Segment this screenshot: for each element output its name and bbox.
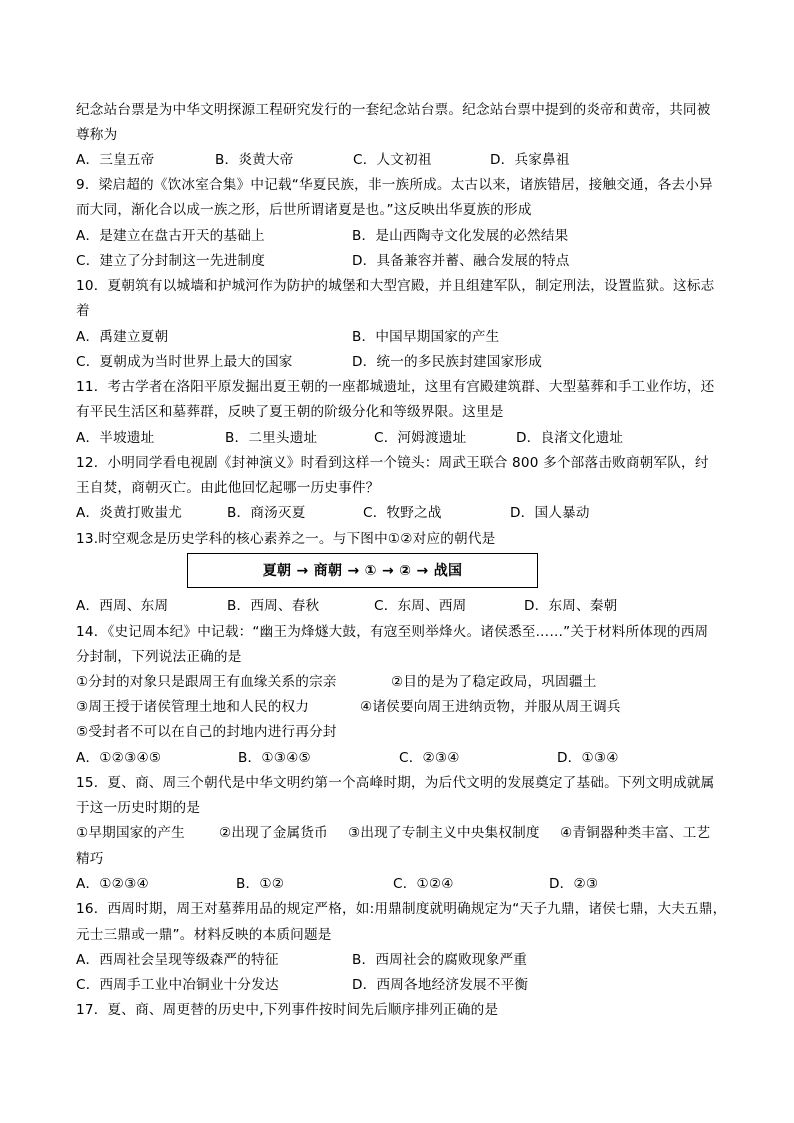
statement-1: ①早期国家的产生 (76, 825, 185, 841)
option-a: A．①②③④ (76, 876, 149, 892)
option-b: B．商汤灭夏 (227, 505, 306, 521)
q15-stem-line2: 于这一历史时期的是 (76, 800, 201, 816)
option-d: D．①③④ (557, 750, 619, 766)
option-b: B．炎黄大帝 (215, 152, 294, 168)
q17-stem-line1: 17．夏、商、周更替的历史中,下列事件按时间先后顺序排列正确的是 (76, 1002, 499, 1018)
statement-3: ③周王授于诸侯管理土地和人民的权力 (76, 699, 310, 715)
option-b: B．是山西陶寺文化发展的必然结果 (352, 228, 569, 244)
option-a: A．炎黄打败蚩尤 (76, 505, 183, 521)
option-b: B．西周社会的腐败现象严重 (352, 952, 528, 968)
option-d: D．东周、秦朝 (524, 598, 618, 614)
option-c: C．牧野之战 (363, 505, 442, 521)
option-b: B．二里头遗址 (225, 430, 318, 446)
intro-stem-line1: 纪念站台票是为中华文明探源工程研究发行的一套纪念站台票。纪念站台票中提到的炎帝和黄帝，共同被 (76, 102, 711, 118)
option-a: A．三皇五帝 (76, 152, 155, 168)
option-c: C．夏朝成为当时世界上最大的国家 (76, 354, 293, 370)
option-c: C．河姆渡遗址 (374, 430, 467, 446)
q10-stem-line2: 着 (76, 303, 90, 319)
q16-stem-line2: 元士三鼎或一鼎”。材料反映的本质问题是 (76, 927, 332, 943)
option-d: D．良渚文化遗址 (516, 430, 624, 446)
q14-stem-line1: 14．《史记周本纪》中记载：“幽王为烽燧大鼓，有寇至则举烽火。诸侯悉至……”关于材料所体现的西周 (76, 624, 709, 640)
dynasty-timeline-box (187, 553, 538, 588)
option-a: A．西周、东周 (76, 598, 169, 614)
option-c: C．建立了分封制这一先进制度 (76, 253, 266, 269)
q10-stem-line1: 10．夏朝筑有以城墙和护城河作为防护的城堡和大型宫殿，并且组建军队，制定刑法，设置监狱。这标志 (76, 278, 715, 294)
statement-4: ④青铜器种类丰富、工艺 (560, 825, 711, 841)
q9-stem-line2: 而大同，渐化合以成一族之形，后世所谓诸夏是也。”这反映出华夏族的形成 (76, 202, 532, 218)
option-b: B．①② (236, 876, 285, 892)
option-c: C．②③④ (399, 750, 460, 766)
q16-stem-line1: 16．西周时期，周王对墓葬用品的规定严格，如:用鼎制度就明确规定为“天子九鼎，诸侯七鼎，大夫五鼎， (76, 901, 727, 917)
option-b: B．①③④⑤ (238, 750, 311, 766)
option-c: C．人文初祖 (353, 152, 432, 168)
option-a: A．半坡遗址 (76, 430, 155, 446)
option-c: C．东周、西周 (374, 598, 467, 614)
q11-stem-line1: 11．考古学者在洛阳平原发掘出夏王朝的一座都城遗址，这里有宫殿建筑群、大型墓葬和手工业作坊，还 (76, 379, 715, 395)
statement-3: ③出现了专制主义中央集权制度 (348, 825, 540, 841)
option-d: D．②③ (549, 876, 599, 892)
q12-stem-line2: 王自焚，商朝灭亡。由此他回忆起哪一历史事件？ (76, 480, 380, 496)
q12-stem-line1: 12．小明同学看电视剧《封神演义》时看到这样一个镜头：周武王联合 800 多个部落击败商朝军队，纣 (76, 455, 709, 471)
statement-2: ②出现了金属货币 (219, 825, 328, 841)
q9-stem-line1: 9．梁启超的《饮冰室合集》中记载“华夏民族，非一族所成。太古以来，诸族错居，接触交通，各去小异 (76, 177, 713, 193)
q14-stem-line2: 分封制，下列说法正确的是 (76, 649, 242, 665)
option-a: A．西周社会呈现等级森严的特征 (76, 952, 279, 968)
option-c: C．①②④ (393, 876, 454, 892)
option-d: D．西周各地经济发展不平衡 (352, 977, 529, 993)
q13-stem-line1: 13.时空观念是历史学科的核心素养之一。与下图中①②对应的朝代是 (76, 531, 496, 547)
statement-4: ④诸侯要向周王进纳贡物，并服从周王调兵 (360, 699, 621, 715)
dynasty-timeline-text: 夏朝 → 商朝 → ① → ② → 战国 (262, 563, 463, 579)
option-d: D．具备兼容并蓄、融合发展的特点 (352, 253, 570, 269)
statement-1: ①分封的对象只是跟周王有血缘关系的宗亲 (76, 674, 337, 690)
option-d: D．统一的多民族封建国家形成 (352, 354, 542, 370)
q11-stem-line2: 有平民生活区和墓葬群，反映了夏王朝的阶级分化和等级界限。这里是 (76, 404, 504, 420)
q15-stem-line1: 15．夏、商、周三个朝代是中华文明约第一个高峰时期，为后代文明的发展奠定了基础。下列文明成就属 (76, 775, 715, 791)
q15-items-row2: 精巧 (76, 851, 104, 867)
option-b: B．西周、春秋 (227, 598, 320, 614)
statement-5: ⑤受封者不可以在自己的封地内进行再分封 (76, 724, 337, 740)
option-a: A．①②③④⑤ (76, 750, 162, 766)
option-a: A．是建立在盘古开天的基础上 (76, 228, 265, 244)
intro-stem-line2: 尊称为 (76, 127, 118, 143)
statement-2: ②目的是为了稳定政局，巩固疆土 (391, 674, 597, 690)
option-d: D．国人暴动 (510, 505, 590, 521)
option-a: A．禹建立夏朝 (76, 329, 169, 345)
option-c: C．西周手工业中冶铜业十分发达 (76, 977, 279, 993)
option-b: B．中国早期国家的产生 (352, 329, 500, 345)
option-d: D．兵家鼻祖 (490, 152, 570, 168)
